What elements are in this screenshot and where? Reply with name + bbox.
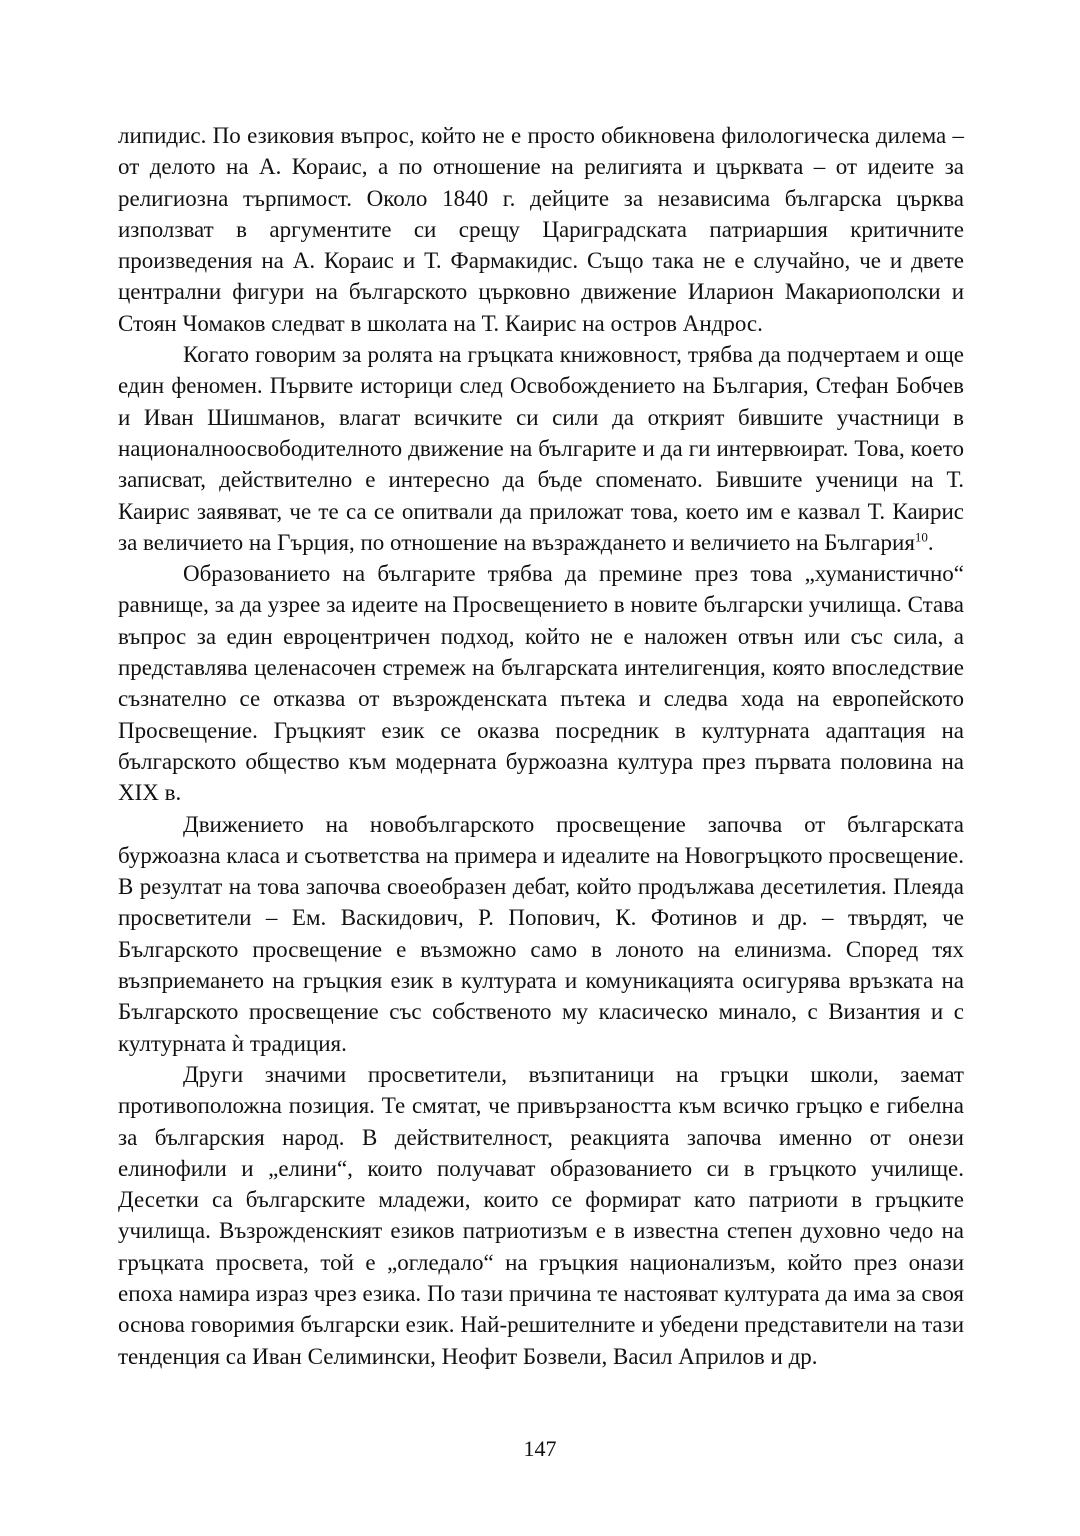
footnote-ref-10[interactable]: 10 [914, 529, 928, 545]
page-number: 147 [523, 1436, 557, 1461]
paragraph-5: Други значими просветители, възпитаници на гръцки школи, заемат противоположна позиция. Те смятат, че привързаността към всичко гръцко е гибелна за българския народ. В действителност, реакцията започва именно от онези елинофили и „елини“, които получават образованието си в гръцкото училище. Десетки са българските младежи, които се формират като патриоти в гръцките училища. Възрожденският езиков патриотизъм е в известна степен духовно чедо на гръцката просвета, той е „огледало“ на гръцкия национализъм, който през онази епоха намира израз чрез езика. По тази причина те настояват културата да има за своя основа говоримия български език. Най-решителните и убедени представители на тази тенденция са Иван Селимински, Неофит Бозвели, Васил Априлов и др. [118, 1061, 964, 1369]
paragraph-2 [118, 339, 964, 558]
paragraph-2-text: Когато говорим за ролята на гръцката книжовност, трябва да подчертаем и още един феномен. Първите историци след Освобождението на България, Стефан Бобчев и Иван Шишманов, влагат всичките си сили да открият бившите участници в националноосвободителното движение на българите и да ги интервюират. Това, което записват, действително е интересно да бъде споменато. Бившите ученици на Т. Каирис заявяват, че те са се опитвали да приложат това, което им е казвал Т. Каирис за величието на Гърция, по отношение на възраждането и величието на България [118, 342, 964, 555]
paragraph-1: липидис. По езиковия въпрос, който не е просто обикновена филологическа дилема – от делото на А. Кораис, а по отношение на религията и църквата – от идеите за религиозна търпимост. Около 1840 г. дейците за независима българска църква използват в аргументите си срещу Цариградската патриаршия критичните произведения на А. Кораис и Т. Фармакидис. Също така не е случайно, че и двете централни фигури на българското църковно движение Иларион Макариополски и Стоян Чомаков следват в школата на Т. Каирис на остров Андрос. [118, 123, 964, 336]
paragraph-3: Образованието на българите трябва да премине през това „хуманистично“ равнище, за да узрее за идеите на Просвещението в новите български училища. Става въпрос за един евроцентричен подход, който не е наложен отвън или със сила, а представлява целенасочен стремеж на българската интелигенция, която впоследствие съзнателно се отказва от възрожденската пътека и следва хода на европейското Просвещение. Гръцкият език се оказва посредник в културната адаптация на българското общество към модерната буржоазна култура през първата половина на XIX в. [118, 561, 964, 806]
paragraph-2-end: . [927, 529, 934, 555]
page-body [118, 120, 964, 1372]
paragraph-4: Движението на новобългарското просвещение започва от българската буржоазна класа и съответства на примера и идеалите на Новогръцкото просвещение. В резултат на това започва своеобразен дебат, който продължава десетилетия. Плеяда просветители – Ем. Васкидович, Р. Попович, К. Фотинов и др. – твърдят, че Българското просвещение е възможно само в лоното на елинизма. Според тях възприемането на гръцкия език в културата и комуникацията осигурява връзката на Българското просвещение със собственото му класическо минало, с Византия и с културната ѝ традиция. [118, 811, 964, 1056]
